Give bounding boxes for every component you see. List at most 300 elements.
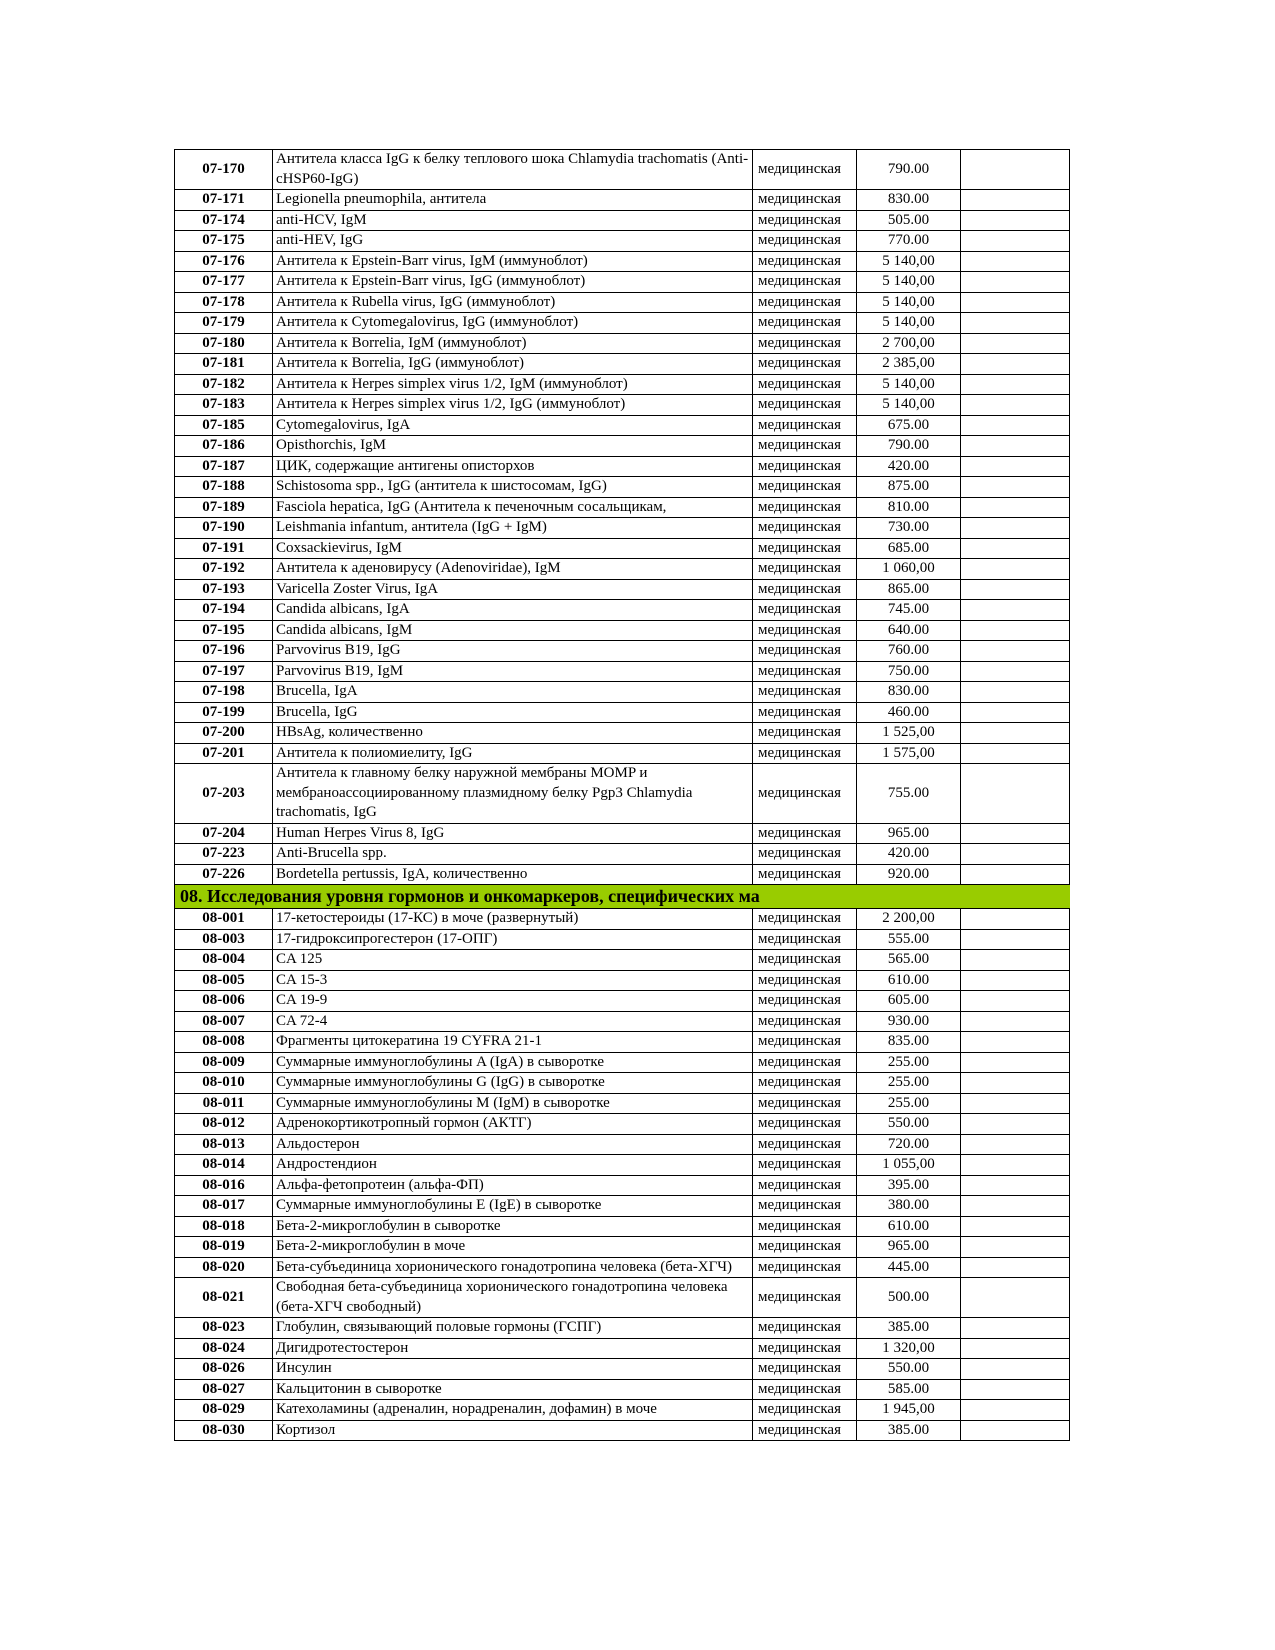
name-cell: CA 125 [273, 950, 753, 971]
code-cell: 08-005 [175, 970, 273, 991]
empty-cell [961, 292, 1070, 313]
empty-cell [961, 702, 1070, 723]
price-cell: 2 385,00 [857, 354, 961, 375]
name-cell: Brucella, IgG [273, 702, 753, 723]
price-cell: 5 140,00 [857, 292, 961, 313]
type-cell: медицинская [753, 823, 857, 844]
type-cell: медицинская [753, 1257, 857, 1278]
table-row [175, 1318, 1070, 1339]
code-cell: 07-181 [175, 354, 273, 375]
table-row [175, 579, 1070, 600]
type-cell: медицинская [753, 1420, 857, 1441]
code-cell: 08-023 [175, 1318, 273, 1339]
empty-cell [961, 1420, 1070, 1441]
price-cell: 965.00 [857, 1237, 961, 1258]
table-row [175, 1155, 1070, 1176]
name-cell: Антитела к Cytomegalovirus, IgG (иммуноблот) [273, 313, 753, 334]
name-cell: Антитела к Borrelia, IgG (иммуноблот) [273, 354, 753, 375]
empty-cell [961, 1278, 1070, 1318]
price-cell: 5 140,00 [857, 395, 961, 416]
table-row [175, 1400, 1070, 1421]
price-cell: 830.00 [857, 682, 961, 703]
type-cell: медицинская [753, 354, 857, 375]
code-cell: 07-190 [175, 518, 273, 539]
table-row [175, 950, 1070, 971]
empty-cell [961, 1216, 1070, 1237]
type-cell: медицинская [753, 641, 857, 662]
empty-cell [961, 1338, 1070, 1359]
table-row [175, 600, 1070, 621]
empty-cell [961, 374, 1070, 395]
type-cell: медицинская [753, 909, 857, 930]
code-cell: 08-007 [175, 1011, 273, 1032]
empty-cell [961, 723, 1070, 744]
code-cell: 08-017 [175, 1196, 273, 1217]
type-cell: медицинская [753, 682, 857, 703]
empty-cell [961, 1052, 1070, 1073]
name-cell: Бета-2-микроглобулин в моче [273, 1237, 753, 1258]
empty-cell [961, 231, 1070, 252]
code-cell: 07-197 [175, 661, 273, 682]
price-cell: 1 575,00 [857, 743, 961, 764]
type-cell: медицинская [753, 1216, 857, 1237]
empty-cell [961, 970, 1070, 991]
empty-cell [961, 333, 1070, 354]
code-cell: 08-003 [175, 929, 273, 950]
price-cell: 585.00 [857, 1379, 961, 1400]
price-cell: 420.00 [857, 844, 961, 865]
type-cell: медицинская [753, 150, 857, 190]
code-cell: 07-178 [175, 292, 273, 313]
name-cell: Parvovirus B19, IgM [273, 661, 753, 682]
code-cell: 07-175 [175, 231, 273, 252]
code-cell: 07-185 [175, 415, 273, 436]
empty-cell [961, 1175, 1070, 1196]
price-cell: 420.00 [857, 456, 961, 477]
price-cell: 875.00 [857, 477, 961, 498]
code-cell: 07-196 [175, 641, 273, 662]
empty-cell [961, 1114, 1070, 1135]
price-cell: 395.00 [857, 1175, 961, 1196]
table-row [175, 702, 1070, 723]
empty-cell [961, 1155, 1070, 1176]
empty-cell [961, 1032, 1070, 1053]
code-cell: 08-029 [175, 1400, 273, 1421]
type-cell: медицинская [753, 1400, 857, 1421]
code-cell: 08-009 [175, 1052, 273, 1073]
table-row [175, 844, 1070, 865]
type-cell: медицинская [753, 1237, 857, 1258]
name-cell: Cytomegalovirus, IgA [273, 415, 753, 436]
name-cell: Schistosoma spp., IgG (антитела к шистосомам, IgG) [273, 477, 753, 498]
price-cell: 1 320,00 [857, 1338, 961, 1359]
type-cell: медицинская [753, 1379, 857, 1400]
name-cell: Антитела к Rubella virus, IgG (иммуноблот) [273, 292, 753, 313]
name-cell: Суммарные иммуноглобулины A (IgA) в сыворотке [273, 1052, 753, 1073]
code-cell: 07-199 [175, 702, 273, 723]
price-cell: 2 200,00 [857, 909, 961, 930]
name-cell: Адренокортикотропный гормон (АКТГ) [273, 1114, 753, 1135]
type-cell: медицинская [753, 190, 857, 211]
name-cell: Альфа-фетопротеин (альфа-ФП) [273, 1175, 753, 1196]
price-cell: 770.00 [857, 231, 961, 252]
code-cell: 07-203 [175, 764, 273, 824]
code-cell: 07-223 [175, 844, 273, 865]
name-cell: HBsAg, количественно [273, 723, 753, 744]
empty-cell [961, 190, 1070, 211]
empty-cell [961, 1400, 1070, 1421]
code-cell: 07-195 [175, 620, 273, 641]
code-cell: 08-016 [175, 1175, 273, 1196]
name-cell: Фрагменты цитокератина 19 CYFRA 21-1 [273, 1032, 753, 1053]
price-cell: 255.00 [857, 1073, 961, 1094]
code-cell: 08-001 [175, 909, 273, 930]
empty-cell [961, 743, 1070, 764]
price-cell: 835.00 [857, 1032, 961, 1053]
table-row [175, 1073, 1070, 1094]
empty-cell [961, 1011, 1070, 1032]
name-cell: Anti-Brucella spp. [273, 844, 753, 865]
empty-cell [961, 600, 1070, 621]
price-cell: 500.00 [857, 1278, 961, 1318]
empty-cell [961, 991, 1070, 1012]
name-cell: 17-кетостероиды (17-КС) в моче (развернутый) [273, 909, 753, 930]
table-row [175, 497, 1070, 518]
table-row [175, 1114, 1070, 1135]
table-row [175, 641, 1070, 662]
price-cell: 790.00 [857, 436, 961, 457]
name-cell: Свободная бета-субъединица хорионического гонадотропина человека (бета-ХГЧ свободный) [273, 1278, 753, 1318]
price-cell: 755.00 [857, 764, 961, 824]
table-row [175, 436, 1070, 457]
table-row [175, 559, 1070, 580]
table-row [175, 1359, 1070, 1380]
price-cell: 730.00 [857, 518, 961, 539]
type-cell: медицинская [753, 1134, 857, 1155]
empty-cell [961, 641, 1070, 662]
type-cell: медицинская [753, 1011, 857, 1032]
name-cell: Opisthorchis, IgM [273, 436, 753, 457]
table-row [175, 231, 1070, 252]
price-cell: 675.00 [857, 415, 961, 436]
empty-cell [961, 682, 1070, 703]
code-cell: 07-180 [175, 333, 273, 354]
code-cell: 08-006 [175, 991, 273, 1012]
type-cell: медицинская [753, 374, 857, 395]
section-07-rows [175, 150, 1070, 885]
price-cell: 605.00 [857, 991, 961, 1012]
name-cell: Глобулин, связывающий половые гормоны (ГСПГ) [273, 1318, 753, 1339]
price-cell: 555.00 [857, 929, 961, 950]
table-row [175, 518, 1070, 539]
name-cell: Инсулин [273, 1359, 753, 1380]
name-cell: Суммарные иммуноглобулины E (IgE) в сыворотке [273, 1196, 753, 1217]
price-cell: 830.00 [857, 190, 961, 211]
price-cell: 930.00 [857, 1011, 961, 1032]
price-cell: 920.00 [857, 864, 961, 885]
price-cell: 255.00 [857, 1052, 961, 1073]
table-row [175, 1134, 1070, 1155]
empty-cell [961, 518, 1070, 539]
type-cell: медицинская [753, 518, 857, 539]
name-cell: Суммарные иммуноглобулины G (IgG) в сыворотке [273, 1073, 753, 1094]
code-cell: 07-189 [175, 497, 273, 518]
code-cell: 08-010 [175, 1073, 273, 1094]
price-cell: 460.00 [857, 702, 961, 723]
code-cell: 07-182 [175, 374, 273, 395]
name-cell: Бета-субъединица хорионического гонадотропина человека (бета-ХГЧ) [273, 1257, 753, 1278]
name-cell: CA 15-3 [273, 970, 753, 991]
code-cell: 08-020 [175, 1257, 273, 1278]
table-row [175, 1011, 1070, 1032]
price-cell: 1 060,00 [857, 559, 961, 580]
type-cell: медицинская [753, 970, 857, 991]
type-cell: медицинская [753, 929, 857, 950]
code-cell: 07-194 [175, 600, 273, 621]
price-cell: 1 945,00 [857, 1400, 961, 1421]
type-cell: медицинская [753, 1318, 857, 1339]
code-cell: 08-024 [175, 1338, 273, 1359]
empty-cell [961, 313, 1070, 334]
table-row [175, 864, 1070, 885]
type-cell: медицинская [753, 313, 857, 334]
name-cell: Антитела к главному белку наружной мембраны MOMP и мембраноассоциированному плазмидному белку Pgp3 Chlamydia trachomatis, IgG [273, 764, 753, 824]
name-cell: Human Herpes Virus 8, IgG [273, 823, 753, 844]
code-cell: 08-019 [175, 1237, 273, 1258]
code-cell: 08-018 [175, 1216, 273, 1237]
type-cell: медицинская [753, 723, 857, 744]
table-row [175, 682, 1070, 703]
empty-cell [961, 415, 1070, 436]
table-row [175, 723, 1070, 744]
code-cell: 07-174 [175, 210, 273, 231]
code-cell: 07-186 [175, 436, 273, 457]
name-cell: Дигидротестостерон [273, 1338, 753, 1359]
type-cell: медицинская [753, 1093, 857, 1114]
table-row [175, 1338, 1070, 1359]
name-cell: Кальцитонин в сыворотке [273, 1379, 753, 1400]
name-cell: Антитела к полиомиелиту, IgG [273, 743, 753, 764]
type-cell: медицинская [753, 1175, 857, 1196]
type-cell: медицинская [753, 292, 857, 313]
price-cell: 550.00 [857, 1359, 961, 1380]
empty-cell [961, 150, 1070, 190]
price-cell: 550.00 [857, 1114, 961, 1135]
table-row [175, 661, 1070, 682]
type-cell: медицинская [753, 864, 857, 885]
empty-cell [961, 1379, 1070, 1400]
table-row [175, 620, 1070, 641]
empty-cell [961, 210, 1070, 231]
section-header-row [175, 885, 1070, 909]
type-cell: медицинская [753, 764, 857, 824]
name-cell: Антитела к Epstein-Barr virus, IgM (иммуноблот) [273, 251, 753, 272]
code-cell: 07-188 [175, 477, 273, 498]
empty-cell [961, 559, 1070, 580]
price-cell: 255.00 [857, 1093, 961, 1114]
price-cell: 640.00 [857, 620, 961, 641]
table-row [175, 210, 1070, 231]
table-row [175, 991, 1070, 1012]
price-list-table [174, 149, 1070, 1441]
empty-cell [961, 844, 1070, 865]
price-cell: 750.00 [857, 661, 961, 682]
name-cell: Антитела к Herpes simplex virus 1/2, IgG (иммуноблот) [273, 395, 753, 416]
empty-cell [961, 823, 1070, 844]
table-row [175, 1216, 1070, 1237]
table-row [175, 970, 1070, 991]
type-cell: медицинская [753, 272, 857, 293]
code-cell: 07-192 [175, 559, 273, 580]
code-cell: 07-170 [175, 150, 273, 190]
section-08-rows [175, 909, 1070, 1441]
name-cell: Varicella Zoster Virus, IgA [273, 579, 753, 600]
price-cell: 810.00 [857, 497, 961, 518]
empty-cell [961, 436, 1070, 457]
table-row [175, 272, 1070, 293]
table-row [175, 292, 1070, 313]
type-cell: медицинская [753, 1278, 857, 1318]
type-cell: медицинская [753, 600, 857, 621]
type-cell: медицинская [753, 251, 857, 272]
type-cell: медицинская [753, 661, 857, 682]
table-row [175, 1278, 1070, 1318]
price-cell: 2 700,00 [857, 333, 961, 354]
price-cell: 565.00 [857, 950, 961, 971]
table-row [175, 1257, 1070, 1278]
type-cell: медицинская [753, 231, 857, 252]
price-cell: 610.00 [857, 1216, 961, 1237]
code-cell: 08-027 [175, 1379, 273, 1400]
empty-cell [961, 1196, 1070, 1217]
code-cell: 07-226 [175, 864, 273, 885]
price-cell: 385.00 [857, 1420, 961, 1441]
price-cell: 445.00 [857, 1257, 961, 1278]
table-row [175, 1420, 1070, 1441]
empty-cell [961, 354, 1070, 375]
type-cell: медицинская [753, 538, 857, 559]
name-cell: Антитела к Epstein-Barr virus, IgG (иммуноблот) [273, 272, 753, 293]
empty-cell [961, 1359, 1070, 1380]
empty-cell [961, 864, 1070, 885]
name-cell: Антитела к Borrelia, IgM (иммуноблот) [273, 333, 753, 354]
code-cell: 08-004 [175, 950, 273, 971]
type-cell: медицинская [753, 1114, 857, 1135]
type-cell: медицинская [753, 1073, 857, 1094]
price-cell: 385.00 [857, 1318, 961, 1339]
code-cell: 08-013 [175, 1134, 273, 1155]
code-cell: 08-030 [175, 1420, 273, 1441]
table-row [175, 1196, 1070, 1217]
table-row [175, 150, 1070, 190]
table-row [175, 333, 1070, 354]
code-cell: 07-177 [175, 272, 273, 293]
empty-cell [961, 272, 1070, 293]
type-cell: медицинская [753, 1338, 857, 1359]
type-cell: медицинская [753, 395, 857, 416]
name-cell: Антитела класса IgG к белку теплового шока Chlamydia trachomatis (Anti-cHSP60-IgG) [273, 150, 753, 190]
type-cell: медицинская [753, 1196, 857, 1217]
empty-cell [961, 579, 1070, 600]
type-cell: медицинская [753, 436, 857, 457]
type-cell: медицинская [753, 1359, 857, 1380]
price-cell: 745.00 [857, 600, 961, 621]
type-cell: медицинская [753, 497, 857, 518]
price-cell: 685.00 [857, 538, 961, 559]
empty-cell [961, 764, 1070, 824]
empty-cell [961, 1134, 1070, 1155]
table-row [175, 1237, 1070, 1258]
section-08-header: 08. Исследования уровня гормонов и онкомаркеров, специфических ма [175, 885, 1070, 909]
type-cell: медицинская [753, 456, 857, 477]
name-cell: Бета-2-микроглобулин в сыворотке [273, 1216, 753, 1237]
empty-cell [961, 1237, 1070, 1258]
code-cell: 07-179 [175, 313, 273, 334]
code-cell: 07-171 [175, 190, 273, 211]
price-cell: 720.00 [857, 1134, 961, 1155]
code-cell: 07-187 [175, 456, 273, 477]
code-cell: 07-193 [175, 579, 273, 600]
table-row [175, 190, 1070, 211]
name-cell: Leishmania infantum, антитела (IgG + IgM) [273, 518, 753, 539]
table-row [175, 1093, 1070, 1114]
empty-cell [961, 251, 1070, 272]
type-cell: медицинская [753, 620, 857, 641]
code-cell: 07-201 [175, 743, 273, 764]
empty-cell [961, 909, 1070, 930]
code-cell: 08-014 [175, 1155, 273, 1176]
price-cell: 965.00 [857, 823, 961, 844]
table-row [175, 1379, 1070, 1400]
empty-cell [961, 1073, 1070, 1094]
type-cell: медицинская [753, 1032, 857, 1053]
price-cell: 380.00 [857, 1196, 961, 1217]
table-row [175, 1175, 1070, 1196]
code-cell: 07-183 [175, 395, 273, 416]
name-cell: Кортизол [273, 1420, 753, 1441]
type-cell: медицинская [753, 579, 857, 600]
empty-cell [961, 620, 1070, 641]
name-cell: anti-HCV, IgM [273, 210, 753, 231]
empty-cell [961, 1093, 1070, 1114]
name-cell: Альдостерон [273, 1134, 753, 1155]
table-row [175, 251, 1070, 272]
name-cell: Candida albicans, IgM [273, 620, 753, 641]
section-08-header-group [175, 885, 1070, 909]
type-cell: медицинская [753, 210, 857, 231]
name-cell: Legionella pneumophila, антитела [273, 190, 753, 211]
empty-cell [961, 1318, 1070, 1339]
code-cell: 07-204 [175, 823, 273, 844]
code-cell: 08-012 [175, 1114, 273, 1135]
table-row [175, 909, 1070, 930]
price-cell: 1 055,00 [857, 1155, 961, 1176]
type-cell: медицинская [753, 477, 857, 498]
type-cell: медицинская [753, 1155, 857, 1176]
name-cell: Суммарные иммуноглобулины M (IgM) в сыворотке [273, 1093, 753, 1114]
name-cell: Антитела к аденовирусу (Adenoviridae), IgM [273, 559, 753, 580]
type-cell: медицинская [753, 743, 857, 764]
price-cell: 610.00 [857, 970, 961, 991]
name-cell: Parvovirus B19, IgG [273, 641, 753, 662]
table-row [175, 1032, 1070, 1053]
name-cell: Bordetella pertussis, IgA, количественно [273, 864, 753, 885]
price-cell: 865.00 [857, 579, 961, 600]
price-cell: 505.00 [857, 210, 961, 231]
table-row [175, 823, 1070, 844]
type-cell: медицинская [753, 415, 857, 436]
table-row [175, 456, 1070, 477]
